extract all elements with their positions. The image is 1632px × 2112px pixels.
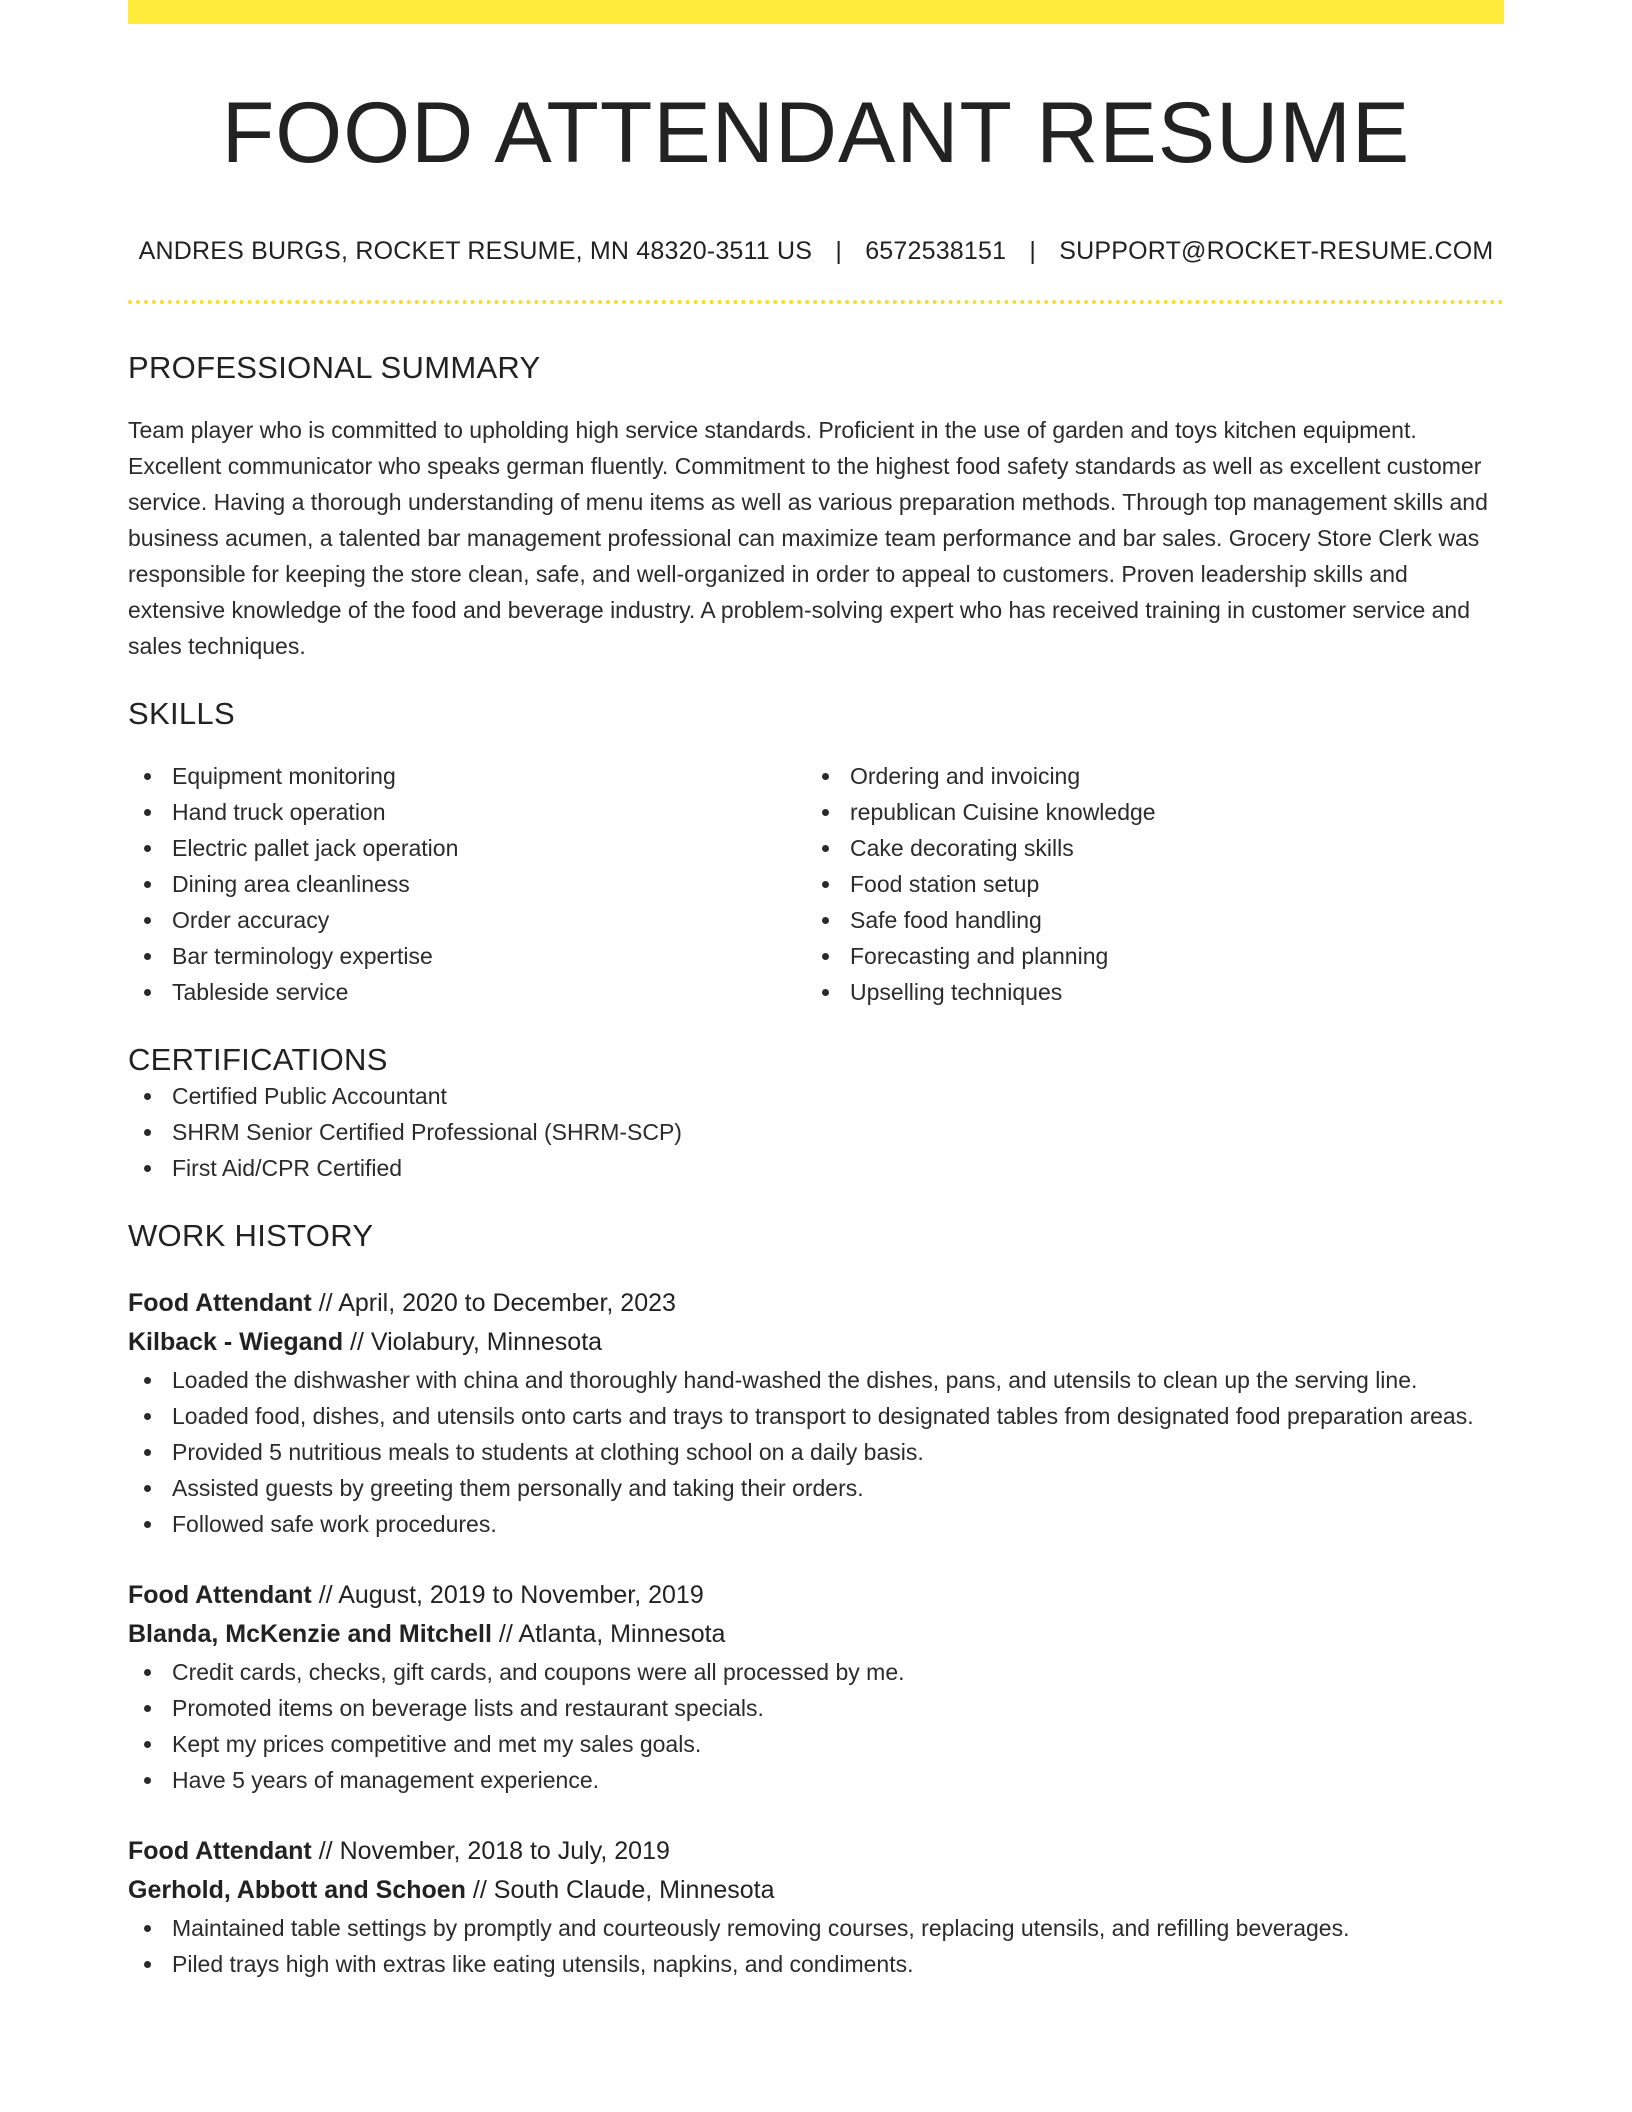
- bullet-icon: [144, 917, 151, 924]
- list-item: [806, 938, 1484, 974]
- list-item: [128, 902, 806, 938]
- job-role: Food Attendant: [128, 1836, 312, 1865]
- duty-text: Followed safe work procedures.: [172, 1510, 497, 1537]
- skill-text: Electric pallet jack operation: [172, 834, 459, 861]
- list-item: [128, 1362, 1504, 1398]
- list-item: [128, 1078, 1504, 1114]
- bullet-icon: [822, 773, 829, 780]
- job-location: Atlanta, Minnesota: [518, 1619, 726, 1648]
- list-item: [128, 1690, 1504, 1726]
- list-item: [128, 1726, 1504, 1762]
- job-company: Kilback - Wiegand: [128, 1327, 344, 1356]
- bullet-icon: [822, 809, 829, 816]
- contact-separator: |: [1029, 236, 1037, 265]
- duty-text: Assisted guests by greeting them personally and taking their orders.: [172, 1474, 864, 1501]
- job-duties-list: [128, 1910, 1504, 1982]
- bullet-icon: [144, 1741, 151, 1748]
- list-item: [806, 830, 1484, 866]
- bullet-icon: [144, 1485, 151, 1492]
- job-duties-list: [128, 1654, 1504, 1798]
- job-dates: August, 2019 to November, 2019: [338, 1580, 704, 1609]
- bullet-icon: [144, 1925, 151, 1932]
- job-entry: [128, 1832, 1504, 1982]
- bullet-icon: [822, 917, 829, 924]
- job-separator: //: [318, 1836, 333, 1865]
- list-item: [128, 1910, 1504, 1946]
- skill-text: Safe food handling: [850, 906, 1042, 933]
- bullet-icon: [144, 989, 151, 996]
- skill-text: Cake decorating skills: [850, 834, 1074, 861]
- list-item: [128, 938, 806, 974]
- certification-text: SHRM Senior Certified Professional (SHRM-SCP): [172, 1118, 682, 1145]
- bullet-icon: [822, 845, 829, 852]
- list-item: [128, 1150, 1504, 1186]
- bullet-icon: [144, 1669, 151, 1676]
- job-company-line: [128, 1615, 1504, 1654]
- job-company: Gerhold, Abbott and Schoen: [128, 1875, 466, 1904]
- summary-text: Team player who is committed to upholding high service standards. Proficient in the use of garden and toys kitchen equipment. Excellent communicator who speaks german fluently. Commitment to the highest food safety standards as well as excellent customer service. Having a thorough understanding of menu items as well as various preparation methods. Through top management skills and business acumen, a talented bar management professional can maximize team performance and bar sales. Grocery Store Clerk was responsible for keeping the store clean, safe, and well-organized in order to appeal to customers. Proven leadership skills and extensive knowledge of the food and beverage industry. A problem-solving expert who has received training in customer service and sales techniques.: [128, 416, 1488, 659]
- bullet-icon: [822, 953, 829, 960]
- duty-text: Piled trays high with extras like eating utensils, napkins, and condiments.: [172, 1950, 914, 1977]
- skills-right-column: [806, 758, 1484, 1010]
- bullet-icon: [144, 1377, 151, 1384]
- certification-text: Certified Public Accountant: [172, 1082, 447, 1109]
- list-item: [806, 758, 1484, 794]
- list-item: [128, 1114, 1504, 1150]
- bullet-icon: [144, 1093, 151, 1100]
- skills-right-list: [806, 758, 1484, 1010]
- skill-text: Order accuracy: [172, 906, 330, 933]
- job-separator: //: [350, 1327, 364, 1356]
- job-title-line: [128, 1832, 1504, 1871]
- list-item: [128, 1434, 1504, 1470]
- duty-text: Loaded food, dishes, and utensils onto carts and trays to transport to designated tables from designated food preparation areas.: [172, 1402, 1474, 1429]
- contact-phone: 6572538151: [865, 236, 1007, 265]
- skills-left-column: [128, 758, 806, 1010]
- list-item: [806, 902, 1484, 938]
- top-accent-bar: [128, 0, 1504, 24]
- skill-text: Upselling techniques: [850, 978, 1063, 1005]
- list-item: [806, 974, 1484, 1010]
- summary-heading: PROFESSIONAL SUMMARY: [128, 349, 541, 385]
- work-history-heading: WORK HISTORY: [128, 1217, 374, 1253]
- job-duties-list: [128, 1362, 1504, 1542]
- skills-columns: [128, 758, 1504, 1010]
- contact-address: ANDRES BURGS, ROCKET RESUME, MN 48320-3511 US: [138, 236, 813, 265]
- list-item: [128, 1946, 1504, 1982]
- job-separator: //: [318, 1288, 333, 1317]
- list-item: [128, 1398, 1504, 1434]
- duty-text: Maintained table settings by promptly and courteously removing courses, replacing utensils, and refilling beverages.: [172, 1914, 1350, 1941]
- bullet-icon: [144, 1961, 151, 1968]
- job-company-line: [128, 1323, 1504, 1362]
- job-company-line: [128, 1871, 1504, 1910]
- job-title-line: [128, 1284, 1504, 1323]
- list-item: [128, 1762, 1504, 1798]
- list-item: [128, 1654, 1504, 1690]
- skills-heading: SKILLS: [128, 695, 235, 731]
- skill-text: Equipment monitoring: [172, 762, 396, 789]
- skill-text: Hand truck operation: [172, 798, 386, 825]
- contact-email: SUPPORT@ROCKET-RESUME.COM: [1059, 236, 1494, 265]
- job-entry: [128, 1576, 1504, 1798]
- bullet-icon: [144, 1705, 151, 1712]
- job-separator: //: [318, 1580, 333, 1609]
- duty-text: Loaded the dishwasher with china and thoroughly hand-washed the dishes, pans, and utensils to clean up the serving line.: [172, 1366, 1418, 1393]
- bullet-icon: [144, 881, 151, 888]
- skill-text: Forecasting and planning: [850, 942, 1109, 969]
- list-item: [128, 1506, 1504, 1542]
- bullet-icon: [144, 845, 151, 852]
- job-entry: [128, 1284, 1504, 1542]
- list-item: [128, 758, 806, 794]
- bullet-icon: [144, 1521, 151, 1528]
- bullet-icon: [144, 1777, 151, 1784]
- list-item: [128, 794, 806, 830]
- contact-line: [128, 237, 1504, 266]
- job-dates: November, 2018 to July, 2019: [339, 1836, 670, 1865]
- bullet-icon: [144, 1449, 151, 1456]
- job-dates: April, 2020 to December, 2023: [338, 1288, 676, 1317]
- contact-separator: |: [835, 236, 843, 265]
- skill-text: republican Cuisine knowledge: [850, 798, 1156, 825]
- job-location: South Claude, Minnesota: [493, 1875, 775, 1904]
- certifications-list: [128, 1078, 1504, 1186]
- resume-page: [128, 0, 1504, 1982]
- skill-text: Dining area cleanliness: [172, 870, 410, 897]
- skills-left-list: [128, 758, 806, 1010]
- duty-text: Provided 5 nutritious meals to students at clothing school on a daily basis.: [172, 1438, 924, 1465]
- job-separator: //: [472, 1875, 487, 1904]
- bullet-icon: [144, 809, 151, 816]
- skill-text: Tableside service: [172, 978, 349, 1005]
- bullet-icon: [822, 989, 829, 996]
- bullet-icon: [144, 953, 151, 960]
- certification-text: First Aid/CPR Certified: [172, 1154, 403, 1181]
- duty-text: Have 5 years of management experience.: [172, 1766, 600, 1793]
- duty-text: Credit cards, checks, gift cards, and coupons were all processed by me.: [172, 1658, 905, 1685]
- list-item: [806, 794, 1484, 830]
- skill-text: Food station setup: [850, 870, 1040, 897]
- list-item: [128, 866, 806, 902]
- job-title-line: [128, 1576, 1504, 1615]
- list-item: [128, 830, 806, 866]
- duty-text: Kept my prices competitive and met my sales goals.: [172, 1730, 702, 1757]
- job-role: Food Attendant: [128, 1580, 312, 1609]
- list-item: [128, 1470, 1504, 1506]
- resume-title: FOOD ATTENDANT RESUME: [221, 85, 1411, 181]
- bullet-icon: [144, 1165, 151, 1172]
- skill-text: Ordering and invoicing: [850, 762, 1081, 789]
- duty-text: Promoted items on beverage lists and restaurant specials.: [172, 1694, 764, 1721]
- job-role: Food Attendant: [128, 1288, 312, 1317]
- dotted-divider: [128, 300, 1504, 304]
- bullet-icon: [144, 1413, 151, 1420]
- job-location: Violabury, Minnesota: [370, 1327, 603, 1356]
- list-item: [128, 974, 806, 1010]
- certifications-heading: CERTIFICATIONS: [128, 1041, 388, 1077]
- job-company: Blanda, McKenzie and Mitchell: [128, 1619, 492, 1648]
- bullet-icon: [144, 1129, 151, 1136]
- bullet-icon: [822, 881, 829, 888]
- skill-text: Bar terminology expertise: [172, 942, 433, 969]
- list-item: [806, 866, 1484, 902]
- bullet-icon: [144, 773, 151, 780]
- job-separator: //: [498, 1619, 513, 1648]
